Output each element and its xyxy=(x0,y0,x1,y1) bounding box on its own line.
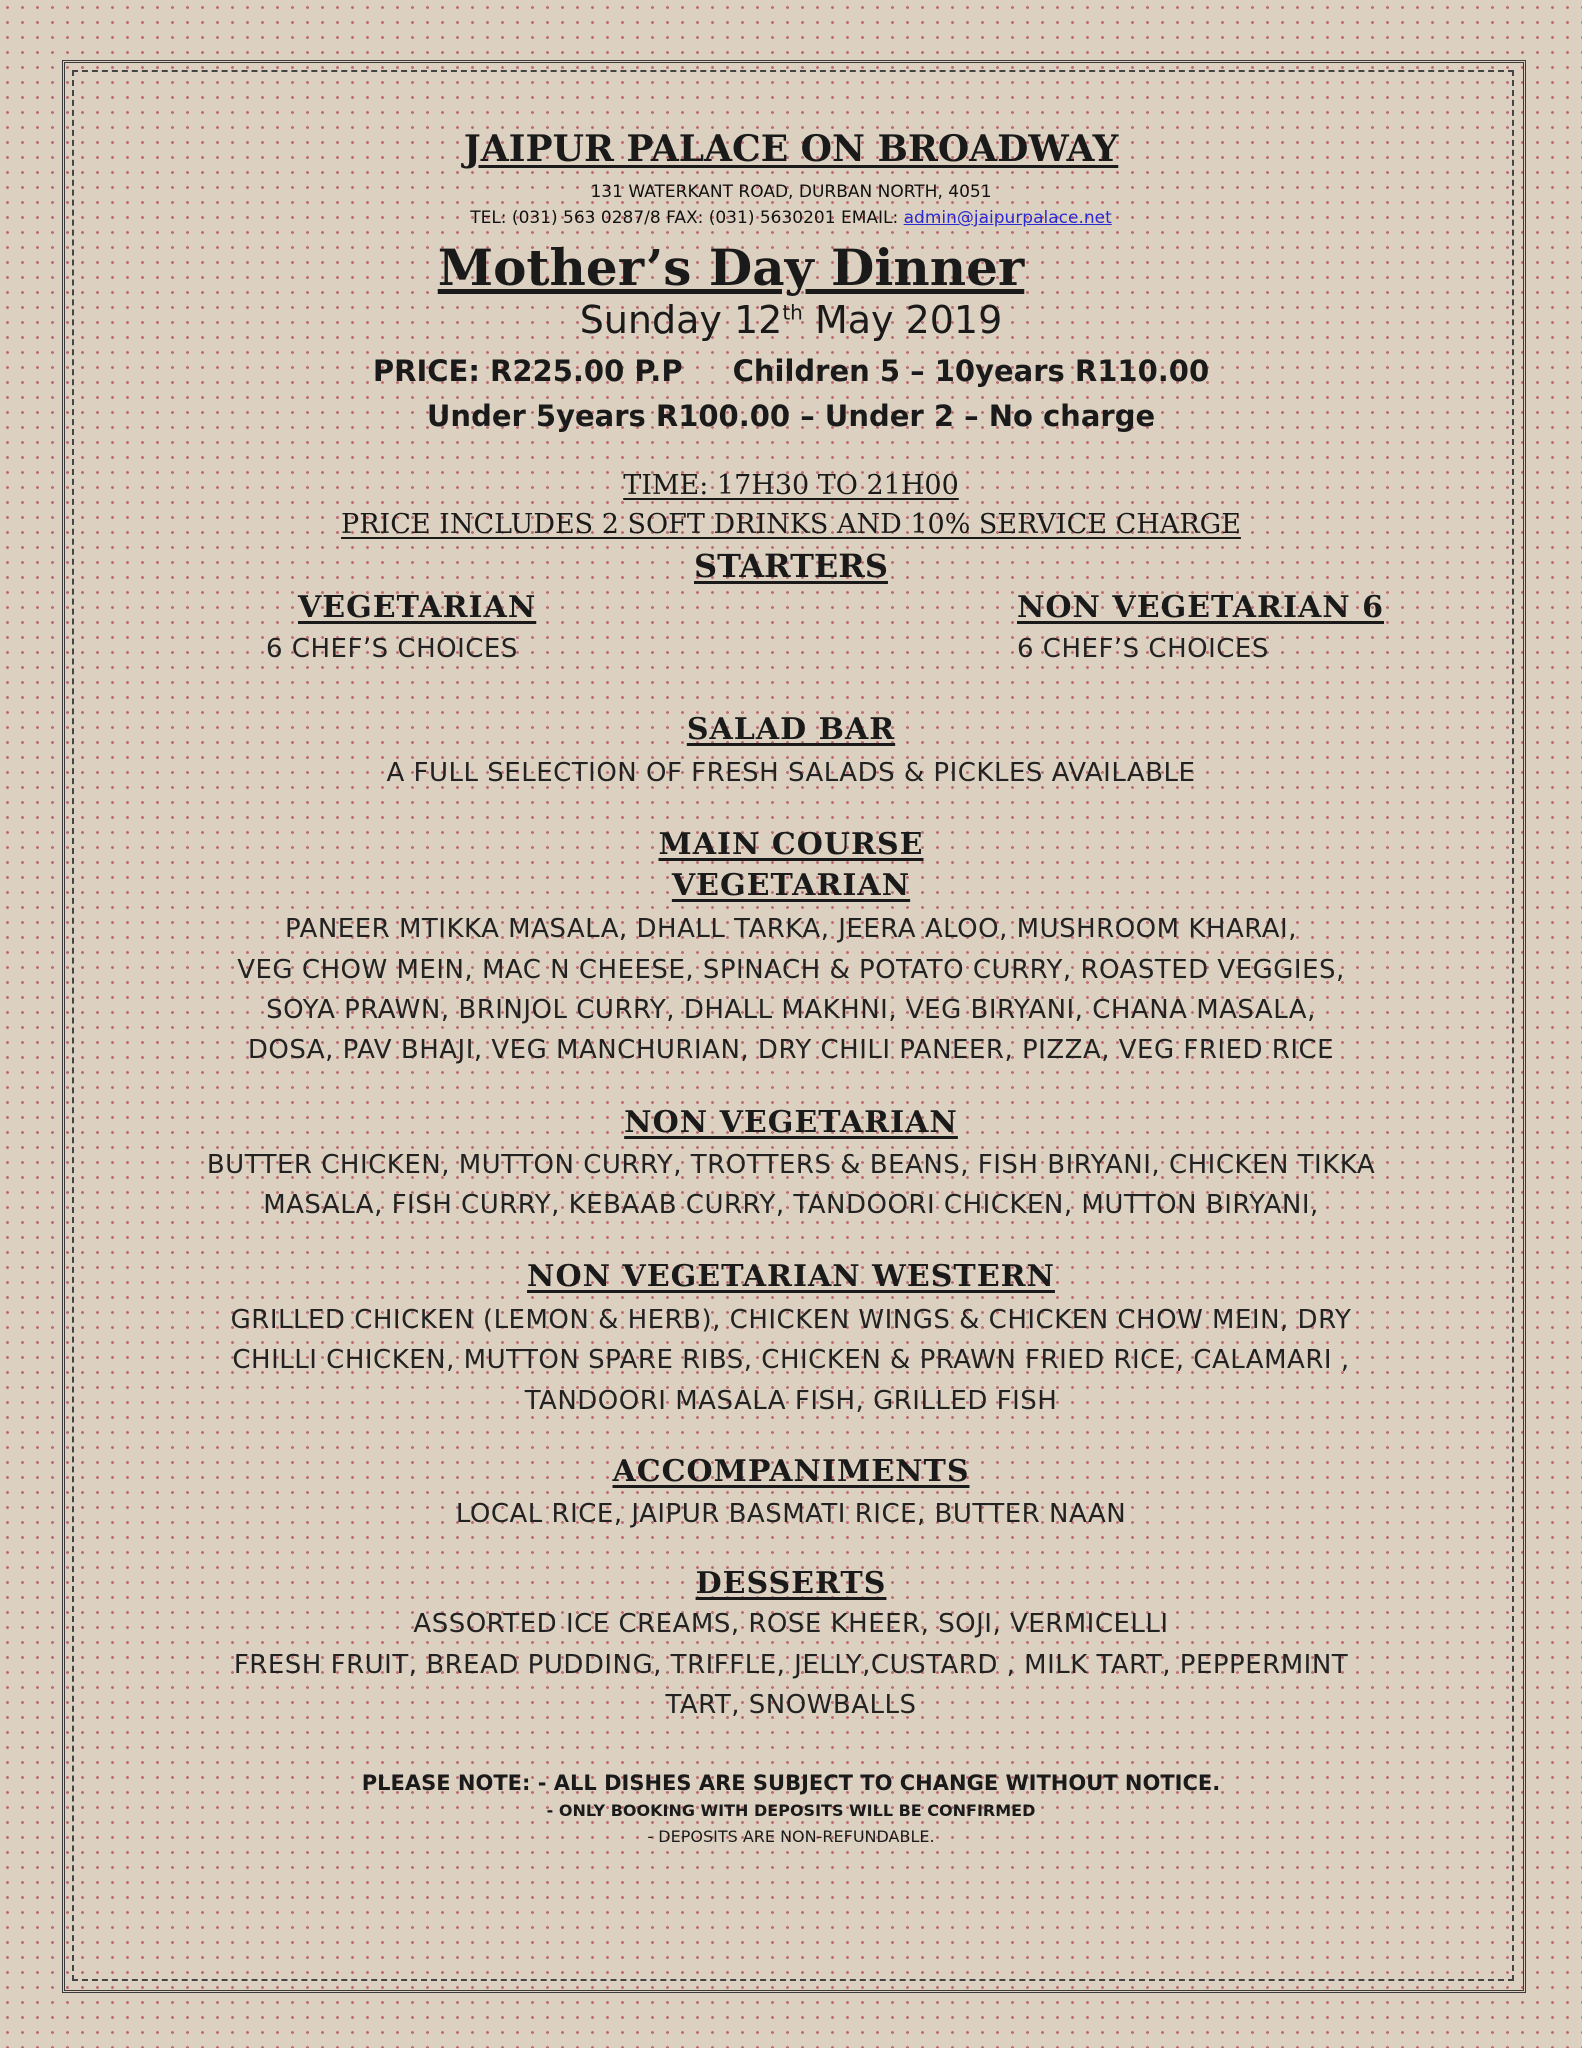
starters-veg-text: 6 CHEF’S CHOICES xyxy=(266,634,518,664)
time-info: TIME: 17H30 TO 21H00 xyxy=(623,470,959,501)
note-line-3: - DEPOSITS ARE NON-REFUNDABLE. xyxy=(647,1827,935,1846)
desserts-line: FRESH FRUIT, BREAD PUDDING, TRIFFLE, JELLY,CUSTARD , MILK TART, PEPPERMINT xyxy=(233,1650,1349,1680)
main-nonveg-line: MASALA, FISH CURRY, KEBAAB CURRY, TANDOORI CHICKEN, MUTTON BIRYANI, xyxy=(263,1190,1319,1220)
event-title: Mother’s Day Dinner xyxy=(437,238,1025,297)
salad-bar-heading: SALAD BAR xyxy=(686,712,896,747)
main-veg-line: SOYA PRAWN, BRINJOL CURRY, DHALL MAKHNI, VEG BIRYANI, CHANA MASALA, xyxy=(266,995,1316,1025)
restaurant-contact xyxy=(0,208,1582,228)
desserts-heading: DESSERTS xyxy=(695,1566,887,1601)
starters-nonveg-text: 6 CHEF’S CHOICES xyxy=(1017,634,1269,664)
contact-details: TEL: (031) 563 0287/8 FAX: (031) 5630201 EMAIL: xyxy=(470,208,899,228)
note-line-1: PLEASE NOTE: - ALL DISHES ARE SUBJECT TO CHANGE WITHOUT NOTICE. xyxy=(361,1771,1221,1795)
restaurant-name: JAIPUR PALACE ON BROADWAY xyxy=(463,128,1119,170)
accompaniments-heading: ACCOMPANIMENTS xyxy=(612,1454,970,1489)
event-date-suffix: th xyxy=(782,300,803,325)
adult-price: PRICE: R225.00 P.P xyxy=(372,354,683,388)
event-date-day: Sunday 12 xyxy=(579,298,783,342)
price-line-2: Under 5years R100.00 – Under 2 – No charge xyxy=(426,399,1156,433)
main-western-heading: NON VEGETARIAN WESTERN xyxy=(527,1259,1055,1294)
children-price: Children 5 – 10years R110.00 xyxy=(732,354,1210,388)
event-date xyxy=(0,298,1582,342)
main-western-line: CHILLI CHICKEN, MUTTON SPARE RIBS, CHICKEN & PRAWN FRIED RICE, CALAMARI , xyxy=(232,1345,1350,1375)
restaurant-address: 131 WATERKANT ROAD, DURBAN NORTH, 4051 xyxy=(590,182,992,202)
price-line-1 xyxy=(0,354,1582,388)
main-veg-heading: VEGETARIAN xyxy=(671,868,911,903)
main-nonveg-heading: NON VEGETARIAN xyxy=(624,1105,958,1140)
starters-veg-heading: VEGETARIAN xyxy=(298,590,537,625)
main-western-line: GRILLED CHICKEN (LEMON & HERB), CHICKEN WINGS & CHICKEN CHOW MEIN, DRY xyxy=(230,1305,1352,1335)
salad-bar-text: A FULL SELECTION OF FRESH SALADS & PICKLES AVAILABLE xyxy=(386,758,1196,788)
main-course-heading: MAIN COURSE xyxy=(658,827,924,862)
starters-nonveg-heading: NON VEGETARIAN 6 xyxy=(1017,590,1384,625)
desserts-line: TART, SNOWBALLS xyxy=(665,1690,917,1720)
main-veg-line: PANEER MTIKKA MASALA, DHALL TARKA, JEERA ALOO, MUSHROOM KHARAI, xyxy=(285,914,1297,944)
desserts-line: ASSORTED ICE CREAMS, ROSE KHEER, SOJI, VERMICELLI xyxy=(413,1609,1169,1639)
main-western-line: TANDOORI MASALA FISH, GRILLED FISH xyxy=(524,1386,1058,1416)
price-includes: PRICE INCLUDES 2 SOFT DRINKS AND 10% SERVICE CHARGE xyxy=(341,509,1241,540)
note-line-2: - ONLY BOOKING WITH DEPOSITS WILL BE CONFIRMED xyxy=(546,1801,1036,1820)
main-veg-line: DOSA, PAV BHAJI, VEG MANCHURIAN, DRY CHILI PANEER, PIZZA, VEG FRIED RICE xyxy=(247,1035,1335,1065)
accompaniments-text: LOCAL RICE, JAIPUR BASMATI RICE, BUTTER NAAN xyxy=(455,1499,1127,1529)
main-veg-line: VEG CHOW MEIN, MAC N CHEESE, SPINACH & POTATO CURRY, ROASTED VEGGIES, xyxy=(237,955,1345,985)
email-link[interactable]: admin@jaipurpalace.net xyxy=(903,208,1112,228)
main-nonveg-line: BUTTER CHICKEN, MUTTON CURRY, TROTTERS & BEANS, FISH BIRYANI, CHICKEN TIKKA xyxy=(206,1150,1376,1180)
event-date-rest: May 2019 xyxy=(802,298,1003,342)
starters-heading: STARTERS xyxy=(694,547,888,585)
